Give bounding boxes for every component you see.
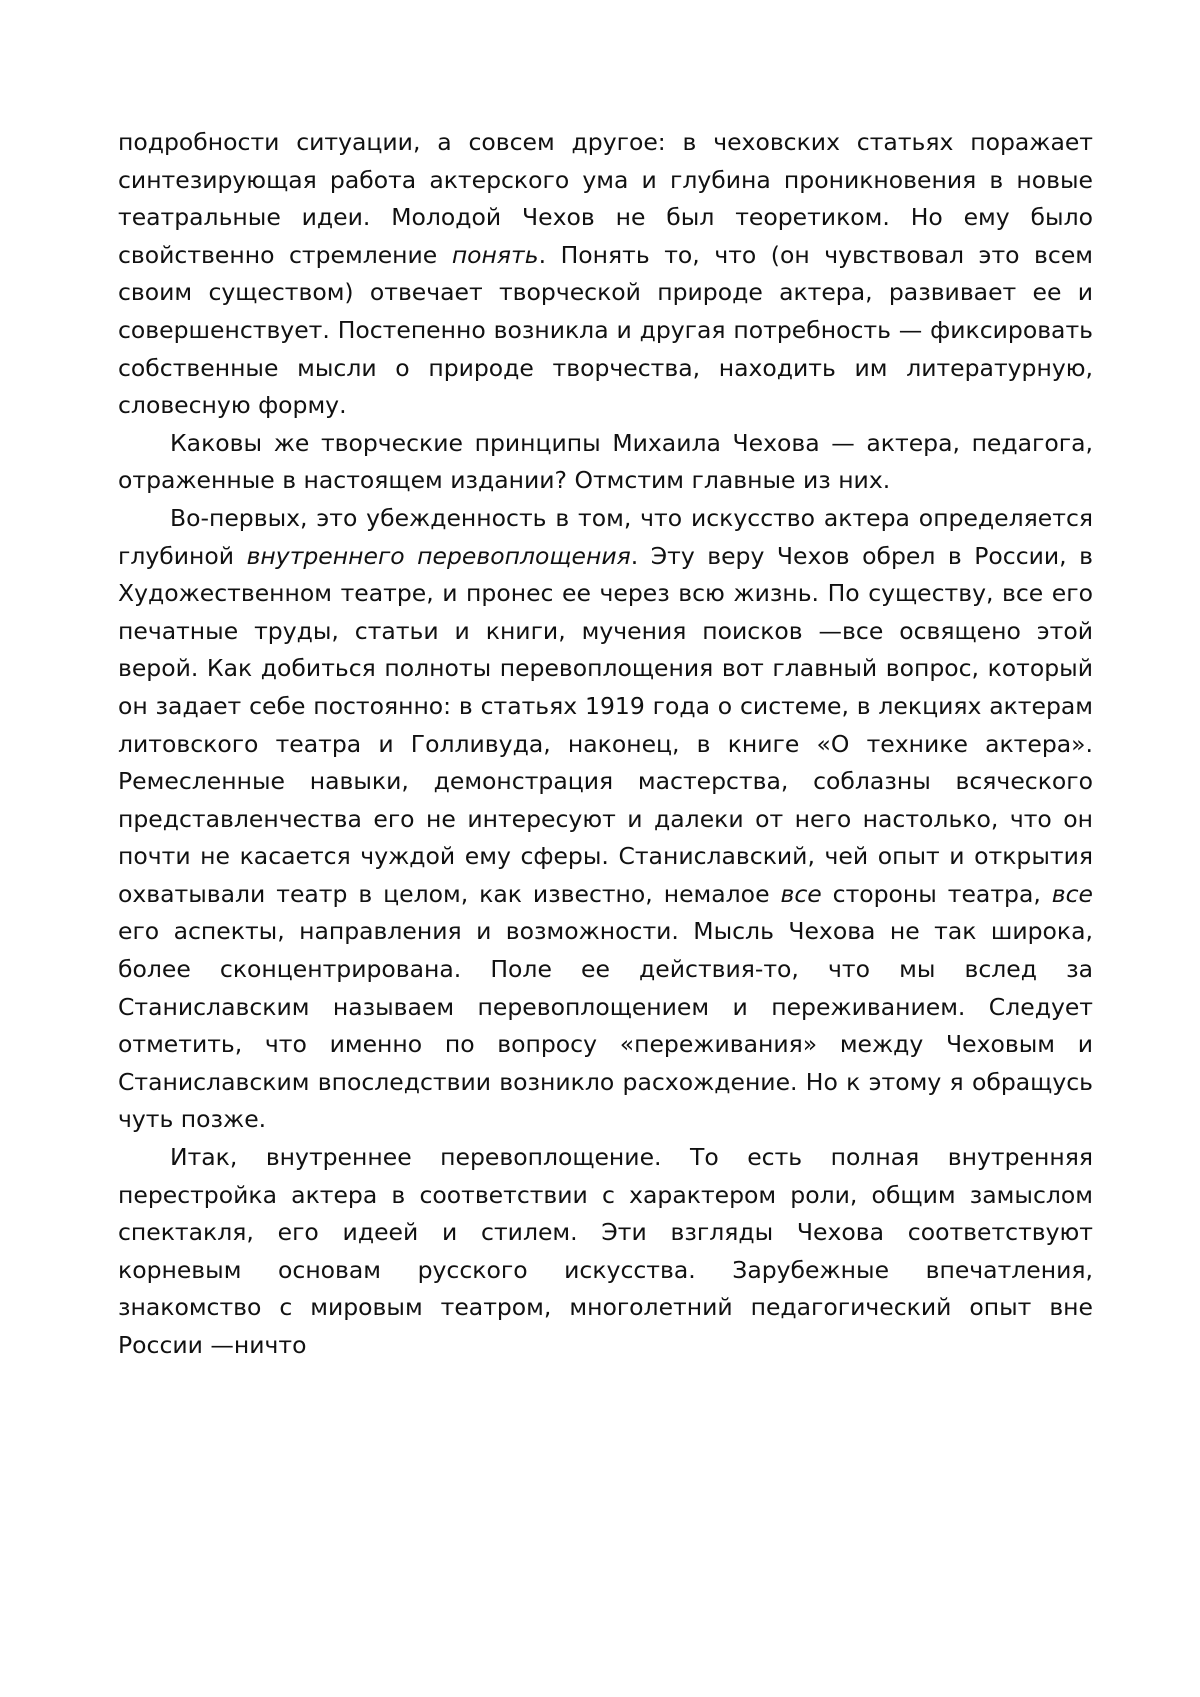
text-run: стороны театра,	[821, 879, 1052, 908]
text-run: . Понять то, что (он чувствовал это всем своим существом) отвечает творческой природе актера, развивает ее и совершенствует. Постепенно возникла и другая потребность — фиксировать собственные мысли о природе творчества, находить им литературную, словесную форму.	[118, 240, 1094, 420]
italic-emphasis: внутреннего перевоплощения	[246, 541, 631, 570]
paragraph	[118, 124, 1093, 425]
text-run: его аспекты, направления и возможности. Мысль Чехова не так широка, более сконцентрирована. Поле ее действия-то, что мы вслед за Станиславским называем перевоплощением и переживанием. Следует отметить, что именно по вопросу «переживания» между Чеховым и Станиславским впоследствии возникло расхождение. Но к этому я обращусь чуть позже.	[118, 917, 1093, 1134]
text-run: Во-первых, это убежденность в том, что искусство актера определяется глубиной	[118, 503, 1093, 570]
italic-emphasis: все	[1051, 879, 1093, 908]
text-run: подробности ситуации, а совсем другое: в чеховских статьях поражает синтезирующая работа актерского ума и глубина проникновения в новые театральные идеи. Молодой Чехов не был теоретиком. Но ему было свойственно стремление	[118, 128, 1093, 269]
paragraph	[118, 500, 1093, 1139]
body-text	[118, 124, 1093, 1365]
text-run: Каковы же творческие принципы Михаила Чехова — актера, педагога, отраженные в настоящем издании? Отмстим главные из них.	[118, 428, 1093, 495]
text-run: . Эту веру Чехов обрел в России, в Художественном театре, и пронес ее через всю жизнь. По существу, все его печатные труды, статьи и книги, мучения поисков —все освящено этой верой. Как добиться полноты перевоплощения вот главный вопрос, который он задает себе постоянно: в статьях 1919 года о системе, в лекциях актерам литовского театра и Голливуда, наконец, в книге «О технике актера». Ремесленные навыки, демонстрация мастерства, соблазны всяческого представленчества его не интересуют и далеки от него настолько, что он почти не касается чуждой ему сферы. Станиславский, чей опыт и открытия охватывали театр в целом, как известно, немалое	[118, 541, 1093, 908]
italic-emphasis: все	[780, 879, 822, 908]
text-run: Итак, внутреннее перевоплощение. То есть полная внутренняя перестройка актера в соответствии с характером роли, общим замыслом спектакля, его идеей и стилем. Эти взгляды Чехова соответствуют корневым основам русского искусства. Зарубежные впечатления, знакомство с мировым театром, многолетний педагогический опыт вне России —ничто	[118, 1143, 1093, 1359]
italic-emphasis: понять	[451, 240, 539, 269]
paragraph	[118, 1139, 1093, 1365]
paragraph	[118, 425, 1093, 500]
